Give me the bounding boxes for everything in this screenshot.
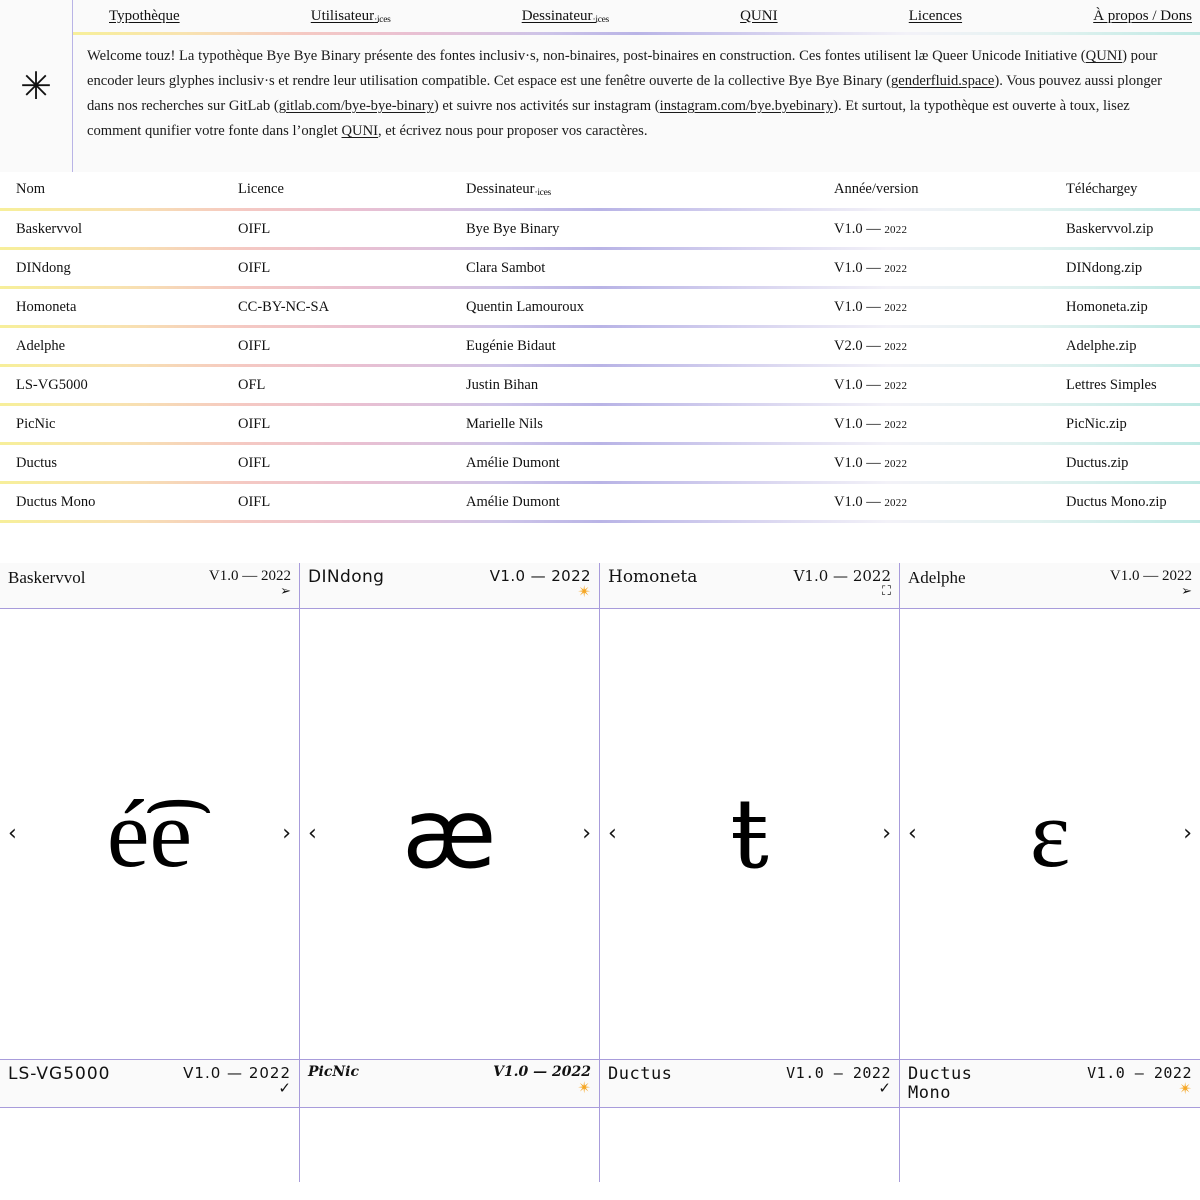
specimen-card-picnic[interactable] bbox=[300, 1060, 600, 1182]
cell-version: V2.0 bbox=[834, 338, 863, 354]
cell-dash: — bbox=[866, 221, 881, 237]
cell-dash: — bbox=[866, 338, 881, 354]
column-header-annee-version[interactable]: Année/version bbox=[834, 181, 919, 197]
cell-download-link[interactable]: Lettres Simples bbox=[1066, 377, 1157, 393]
cell-year: 2022 bbox=[884, 419, 908, 431]
card-meta bbox=[1087, 1065, 1192, 1098]
card-meta bbox=[794, 568, 891, 598]
card-glyph-viewer bbox=[900, 1108, 1200, 1182]
card-header bbox=[300, 563, 599, 609]
specimen-card-ls-vg5000[interactable] bbox=[0, 1060, 300, 1182]
cell-dessinateur: Justin Bihan bbox=[466, 377, 539, 393]
nav-item-typotheque[interactable] bbox=[109, 8, 180, 25]
cell-download-link[interactable]: Ductus Mono.zip bbox=[1066, 494, 1167, 510]
cell-download-link[interactable]: Adelphe.zip bbox=[1066, 338, 1137, 354]
nav-item-a-propos-dons[interactable] bbox=[1093, 8, 1192, 25]
cell-nom: Adelphe bbox=[16, 338, 66, 354]
table-row[interactable] bbox=[0, 406, 1200, 442]
cell-annee-version bbox=[834, 289, 1066, 325]
cell-licence: OIFL bbox=[238, 416, 271, 432]
card-meta bbox=[1110, 568, 1192, 598]
cell-dash: — bbox=[866, 299, 881, 315]
table-row-divider bbox=[0, 520, 1200, 523]
column-header-nom[interactable]: Nom bbox=[16, 181, 45, 197]
card-font-name: Baskervvol bbox=[8, 568, 86, 587]
cell-download-link[interactable]: Homoneta.zip bbox=[1066, 299, 1148, 315]
specimen-card-dindong[interactable] bbox=[300, 563, 600, 1059]
specimen-card-ductus[interactable] bbox=[600, 1060, 900, 1182]
link-gitlab[interactable]: gitlab.com/bye-bye-binary bbox=[278, 98, 434, 115]
cell-version: V1.0 bbox=[834, 455, 863, 471]
specimen-card-ductus-mono[interactable] bbox=[900, 1060, 1200, 1182]
prev-glyph-button[interactable]: ‹ bbox=[608, 821, 617, 846]
cell-dessinateur: Amélie Dumont bbox=[466, 494, 560, 510]
cell-version: V1.0 bbox=[834, 221, 863, 237]
card-font-name: DINdong bbox=[308, 567, 385, 587]
table-header-row bbox=[0, 172, 1200, 208]
link-instagram[interactable]: instagram.com/bye.byebinary bbox=[659, 98, 834, 115]
star-icon[interactable]: ✴ bbox=[1178, 1080, 1192, 1098]
card-font-name: LS-VG5000 bbox=[8, 1064, 111, 1084]
cell-download-link[interactable]: PicNic.zip bbox=[1066, 416, 1127, 432]
intro-text-1: Welcome touz! La typothèque Bye Bye Binary présente des fontes inclusiv·s, non-binaires, post-binaires en construction. Ces fontes utilisent læ Queer Unicode Initiative ( bbox=[87, 48, 1086, 64]
nav-label: Utilisateur bbox=[310, 7, 375, 24]
card-meta bbox=[183, 1065, 291, 1097]
fonts-table bbox=[0, 172, 1200, 523]
cell-licence: OIFL bbox=[238, 455, 271, 471]
card-meta bbox=[493, 1065, 591, 1097]
card-version: V1.0 — 2022 bbox=[489, 567, 591, 585]
specimen-row-1 bbox=[0, 563, 1200, 1059]
intro-text-2: ) pour encoder leurs glyphes inclusiv·s et rendre leur utilisation compatible. Cet espace est une fenêtre ouverte de la collective Bye Bye Binary ( bbox=[87, 48, 1158, 90]
nav-label: Dessinateur bbox=[521, 7, 593, 24]
asterisk-logo[interactable]: ✳ bbox=[20, 64, 52, 108]
link-quni[interactable]: QUNI bbox=[1085, 48, 1123, 64]
cell-nom: Ductus bbox=[16, 455, 58, 471]
row-gradient-divider bbox=[0, 520, 1200, 523]
cell-dessinateur: Marielle Nils bbox=[466, 416, 543, 432]
cell-year: 2022 bbox=[884, 341, 908, 353]
table-row[interactable] bbox=[0, 250, 1200, 286]
specimen-card-homoneta[interactable] bbox=[600, 563, 900, 1059]
site-header bbox=[0, 0, 1200, 172]
intro-text-6: , et écrivez nous pour proposer vos caractères. bbox=[378, 123, 648, 140]
card-meta bbox=[209, 568, 291, 598]
cell-download-link[interactable]: Baskervvol.zip bbox=[1066, 221, 1154, 237]
table-row[interactable] bbox=[0, 484, 1200, 520]
column-header-telechargey[interactable]: Téléchargey bbox=[1066, 181, 1138, 197]
card-font-name: Adelphe bbox=[908, 568, 966, 587]
next-glyph-button[interactable]: › bbox=[1183, 821, 1192, 846]
cell-version: V1.0 bbox=[834, 494, 863, 510]
next-glyph-button[interactable]: › bbox=[882, 821, 891, 846]
cell-year: 2022 bbox=[884, 458, 908, 470]
cell-licence: OIFL bbox=[238, 260, 271, 276]
specimen-grid bbox=[0, 563, 1200, 1200]
column-header-dessinateur[interactable] bbox=[466, 172, 834, 208]
cell-annee-version bbox=[834, 367, 1066, 403]
cell-nom: Homoneta bbox=[16, 299, 77, 315]
cell-version: V1.0 bbox=[834, 416, 863, 432]
card-glyph-viewer bbox=[300, 609, 599, 1059]
header-main bbox=[72, 0, 1200, 172]
card-version: V1.0 — 2022 bbox=[1087, 1064, 1192, 1082]
link-genderfluid-space[interactable]: genderfluid.space bbox=[891, 73, 995, 90]
table-row[interactable] bbox=[0, 328, 1200, 364]
column-header-label: Dessinateur bbox=[466, 181, 535, 197]
star-icon[interactable]: ✴ bbox=[577, 583, 591, 601]
card-version: V1.0 — 2022 bbox=[208, 568, 291, 584]
cell-nom: Ductus Mono bbox=[16, 494, 96, 510]
nav-label: Typothèque bbox=[109, 7, 180, 24]
fonts-table-container bbox=[0, 172, 1200, 523]
cell-dessinateur: Clara Sambot bbox=[466, 260, 546, 276]
nav-label: À propos / Dons bbox=[1093, 7, 1192, 24]
card-font-name: Ductus Mono bbox=[908, 1064, 973, 1104]
prev-glyph-button[interactable]: ‹ bbox=[308, 821, 317, 846]
link-quni-2[interactable]: QUNI bbox=[341, 123, 378, 140]
intro-text-3: ). Vous pouvez aussi plonger dans nos recherches sur GitLab ( bbox=[87, 73, 1163, 115]
card-meta bbox=[786, 1065, 891, 1097]
check-icon[interactable]: ✓ bbox=[878, 1080, 891, 1097]
cell-dessinateur: Quentin Lamouroux bbox=[466, 299, 584, 315]
card-font-name: Ductus bbox=[608, 1064, 673, 1084]
card-font-name: PicNic bbox=[308, 1064, 360, 1080]
star-icon[interactable]: ✴ bbox=[577, 1079, 591, 1097]
main-navigation bbox=[73, 0, 1200, 32]
arrow-icon[interactable]: ➢ bbox=[1181, 582, 1192, 598]
specimen-card-adelphe[interactable] bbox=[900, 563, 1200, 1059]
glyph-display: ŧ bbox=[730, 778, 769, 890]
cell-year: 2022 bbox=[884, 302, 908, 314]
intro-text-4: ) et suivre nos activités sur instagram ( bbox=[433, 98, 660, 115]
next-glyph-button[interactable]: › bbox=[582, 821, 591, 846]
logo-column bbox=[0, 0, 72, 172]
cell-year: 2022 bbox=[884, 263, 908, 275]
cell-annee-version bbox=[834, 484, 1066, 520]
glyph-display: ɛ bbox=[1029, 780, 1071, 887]
cell-annee-version bbox=[834, 211, 1066, 247]
cell-annee-version bbox=[834, 406, 1066, 442]
card-glyph-viewer bbox=[0, 1108, 299, 1182]
card-glyph-viewer bbox=[600, 609, 899, 1059]
cell-year: 2022 bbox=[884, 497, 908, 509]
table-row[interactable] bbox=[0, 445, 1200, 481]
cell-nom: LS-VG5000 bbox=[16, 377, 88, 393]
cell-nom: DINdong bbox=[16, 260, 71, 276]
cell-year: 2022 bbox=[884, 380, 908, 392]
next-glyph-button[interactable]: › bbox=[282, 821, 291, 846]
arrow-icon[interactable]: ➢ bbox=[280, 582, 291, 598]
nav-suffix: ·ices bbox=[374, 14, 391, 25]
glyph-display: æ bbox=[402, 778, 497, 890]
cell-nom: Baskervvol bbox=[16, 221, 83, 237]
cell-licence: OFL bbox=[238, 377, 266, 393]
specimen-card-baskervvol[interactable] bbox=[0, 563, 300, 1059]
cell-year: 2022 bbox=[884, 224, 908, 236]
card-glyph-viewer bbox=[600, 1108, 899, 1182]
glyph-display: é͡e bbox=[106, 780, 193, 887]
cell-nom: PicNic bbox=[16, 416, 56, 432]
nav-item-utilisateurices[interactable] bbox=[311, 8, 391, 25]
cell-annee-version bbox=[834, 445, 1066, 481]
card-header bbox=[0, 1060, 299, 1108]
cell-dash: — bbox=[866, 494, 881, 510]
cell-dash: — bbox=[866, 455, 881, 471]
card-version: V1.0 — 2022 bbox=[493, 1064, 591, 1080]
column-header-licence[interactable]: Licence bbox=[238, 181, 284, 197]
nav-item-dessinateurices[interactable] bbox=[522, 8, 609, 25]
cell-version: V1.0 bbox=[834, 260, 863, 276]
cell-dash: — bbox=[866, 416, 881, 432]
specimen-row-2 bbox=[0, 1059, 1200, 1182]
prev-glyph-button[interactable]: ‹ bbox=[908, 821, 917, 846]
table-row[interactable] bbox=[0, 211, 1200, 247]
nav-item-licences[interactable] bbox=[909, 8, 962, 25]
card-header bbox=[0, 563, 299, 609]
nav-item-quni[interactable] bbox=[740, 8, 778, 25]
cell-version: V1.0 bbox=[834, 299, 863, 315]
box-icon[interactable]: ⛶ bbox=[881, 582, 891, 598]
card-version: V1.0 — 2022 bbox=[183, 1064, 291, 1082]
card-header bbox=[600, 1060, 899, 1108]
card-meta bbox=[490, 568, 591, 601]
card-version: V1.0 — 2022 bbox=[793, 567, 891, 585]
intro-paragraph bbox=[73, 35, 1200, 154]
card-header bbox=[600, 563, 899, 609]
card-version: V1.0 — 2022 bbox=[786, 1064, 891, 1082]
card-header bbox=[900, 1060, 1200, 1108]
cell-licence: OIFL bbox=[238, 494, 271, 510]
cell-dash: — bbox=[866, 260, 881, 276]
cell-dash: — bbox=[866, 377, 881, 393]
cell-licence: OIFL bbox=[238, 221, 271, 237]
card-header bbox=[900, 563, 1200, 609]
cell-download-link[interactable]: Ductus.zip bbox=[1066, 455, 1129, 471]
cell-dessinateur: Amélie Dumont bbox=[466, 455, 560, 471]
prev-glyph-button[interactable]: ‹ bbox=[8, 821, 17, 846]
card-header bbox=[300, 1060, 599, 1108]
cell-dessinateur: Eugénie Bidaut bbox=[466, 338, 556, 354]
intro-text-5: ). Et surtout, la typothèque est ouverte à toux, lisez comment qunifier votre fonte dans l’onglet bbox=[87, 98, 1130, 140]
cell-download-link[interactable]: DINdong.zip bbox=[1066, 260, 1143, 276]
column-header-suffix: ·ices bbox=[534, 188, 551, 198]
cell-annee-version bbox=[834, 328, 1066, 364]
cell-version: V1.0 bbox=[834, 377, 863, 393]
card-glyph-viewer bbox=[0, 609, 299, 1059]
nav-label: QUNI bbox=[740, 7, 778, 24]
nav-suffix: ·ices bbox=[592, 14, 609, 25]
cell-dessinateur: Bye Bye Binary bbox=[466, 221, 560, 237]
check-icon[interactable]: ✓ bbox=[278, 1080, 291, 1097]
card-version: V1.0 — 2022 bbox=[1109, 568, 1192, 584]
table-row[interactable] bbox=[0, 367, 1200, 403]
nav-label: Licences bbox=[908, 7, 963, 24]
table-row[interactable] bbox=[0, 289, 1200, 325]
card-glyph-viewer bbox=[900, 609, 1200, 1059]
cell-annee-version bbox=[834, 250, 1066, 286]
card-glyph-viewer bbox=[300, 1108, 599, 1182]
cell-licence: OIFL bbox=[238, 338, 271, 354]
cell-licence: CC-BY-NC-SA bbox=[238, 299, 330, 315]
card-font-name: Homoneta bbox=[608, 567, 698, 587]
